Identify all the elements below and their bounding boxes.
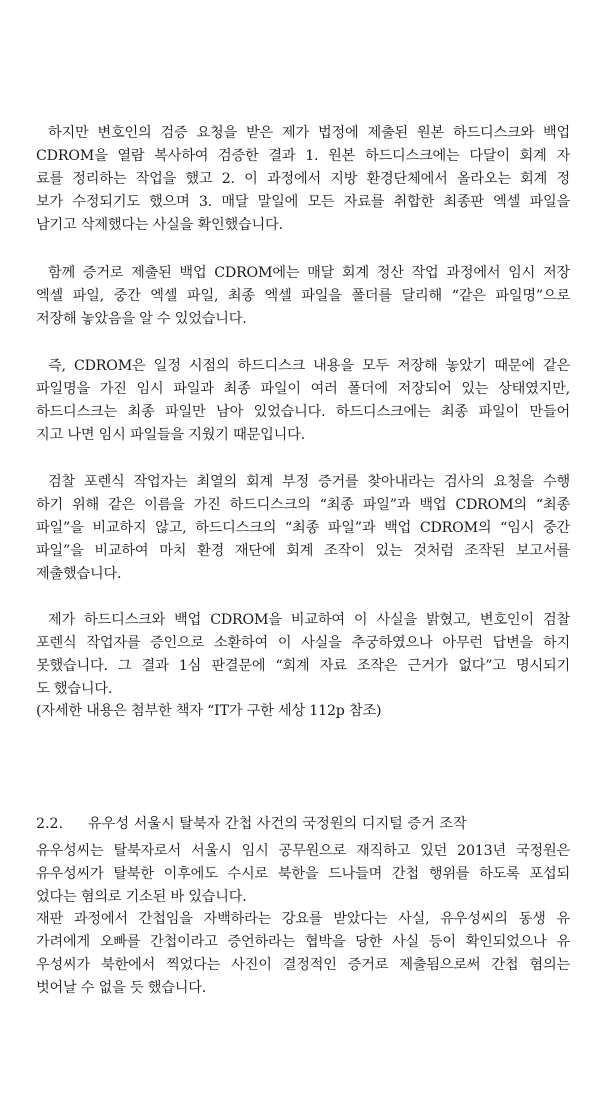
paragraph-court-result — [36, 609, 570, 701]
reference-note — [36, 700, 570, 723]
paragraph-yoo-woo-sung-indictment — [36, 840, 570, 909]
paragraph-line: 제가 하드디스크와 백업 CDROM을 비교하여 이 사실을 밝혔고, 변호인이 검찰 — [48, 612, 570, 628]
paragraph-line: 유우성씨가 탈북한 이후에도 수시로 북한을 드나들며 간첩 행위를 하도록 포섭되 — [36, 866, 570, 882]
paragraph-cdrom-contents — [36, 355, 570, 447]
paragraph-line: 었다는 혐의로 기소된 바 있습니다. — [36, 889, 247, 905]
paragraph-line: 재판 과정에서 간첩임을 자백하라는 강요를 받았다는 사실, 유우성씨의 동생 유 — [36, 911, 570, 927]
paragraph-line: 못했습니다. 그 결과 1심 판결문에 “회계 자료 조작은 근거가 없다”고 명시되기 — [36, 658, 570, 674]
paragraph-hard-disk-verification — [36, 122, 570, 237]
paragraph-line: 포렌식 작업자를 증인으로 소환하여 이 사실을 추궁하였으나 아무런 답변을 하지 — [36, 635, 570, 651]
paragraph-line: 하드디스크는 최종 파일만 남아 있었습니다. 하드디스크에는 최종 파일이 만들어 — [36, 404, 570, 420]
paragraph-line: 함께 증거로 제출된 백업 CDROM에는 매달 회계 정산 작업 과정에서 임시 저장 — [48, 265, 570, 281]
paragraph-line: 벗어날 수 없을 듯 했습니다. — [36, 980, 207, 996]
paragraph-line: 파일명을 가진 임시 파일과 최종 파일이 여러 폴더에 저장되어 있는 상태였지만, — [36, 381, 570, 397]
paragraph-line: 하기 위해 같은 이름을 가진 하드디스크의 “최종 파일”과 백업 CDROM의 “최종 — [36, 497, 570, 513]
paragraph-line: 저장해 놓았음을 알 수 있었습니다. — [36, 311, 247, 327]
paragraph-line: 하지만 변호인의 검증 요청을 받은 제가 법정에 제출된 원본 하드디스크와 백업 — [48, 125, 570, 141]
section-number: 2.2. — [36, 816, 64, 832]
paragraph-line: 지고 나면 임시 파일들을 지웠기 때문입니다. — [36, 427, 305, 443]
paragraph-line: CDROM을 열람 복사하여 검증한 결과 1. 원본 하드디스크에는 다달이 회계 자 — [36, 148, 570, 164]
paragraph-line: 료를 정리하는 작업을 했고 2. 이 과정에서 지방 환경단체에서 올라오는 회계 정 — [36, 171, 570, 187]
section-heading — [36, 813, 570, 836]
paragraph-line: 보가 수정되기도 했으며 3. 매달 말일에 모든 자료를 취합한 최종판 엑셀 파일을 — [36, 194, 570, 210]
reference-line: (자세한 내용은 첨부한 책자 “IT가 구한 세상 112p 참조) — [36, 703, 382, 719]
paragraph-line: 우성씨가 북한에서 찍었다는 사진이 결정적인 증거로 제출됨으로써 간첩 혐의는 — [36, 957, 570, 973]
section-title: 유우성 서울시 탈북자 간첩 사건의 국정원의 디지털 증거 조작 — [88, 816, 467, 832]
paragraph-line: 즉, CDROM은 일정 시점의 하드디스크 내용을 모두 저장해 놓았기 때문에 같은 — [48, 358, 570, 374]
paragraph-line: 엑셀 파일, 중간 엑셀 파일, 최종 엑셀 파일을 폴더를 달리해 “같은 파일명”으로 — [36, 288, 570, 304]
paragraph-trial-process — [36, 908, 570, 1000]
paragraph-line: 파일”을 비교하여 마치 환경 재단에 회계 조작이 있는 것처럼 조작된 보고서를 — [36, 543, 570, 559]
paragraph-line: 가려에게 오빠를 간첩이라고 증언하라는 협박을 당한 사실 등이 확인되었으나 유 — [36, 934, 570, 950]
paragraph-line: 검찰 포렌식 작업자는 최열의 회계 부정 증거를 찾아내라는 검사의 요청을 수행 — [48, 474, 570, 490]
paragraph-line: 도 했습니다. — [36, 681, 113, 697]
paragraph-line: 남기고 삭제했다는 사실을 확인했습니다. — [36, 217, 283, 233]
paragraph-line: 유우성씨는 탈북자로서 서울시 임시 공무원으로 재직하고 있던 2013년 국정원은 — [36, 843, 570, 859]
paragraph-line: 제출했습니다. — [36, 566, 122, 582]
paragraph-forensic-report — [36, 471, 570, 586]
paragraph-backup-cdrom — [36, 262, 570, 331]
paragraph-line: 파일”을 비교하지 않고, 하드디스크의 “최종 파일”과 백업 CDROM의 “임시 중간 — [36, 520, 570, 536]
